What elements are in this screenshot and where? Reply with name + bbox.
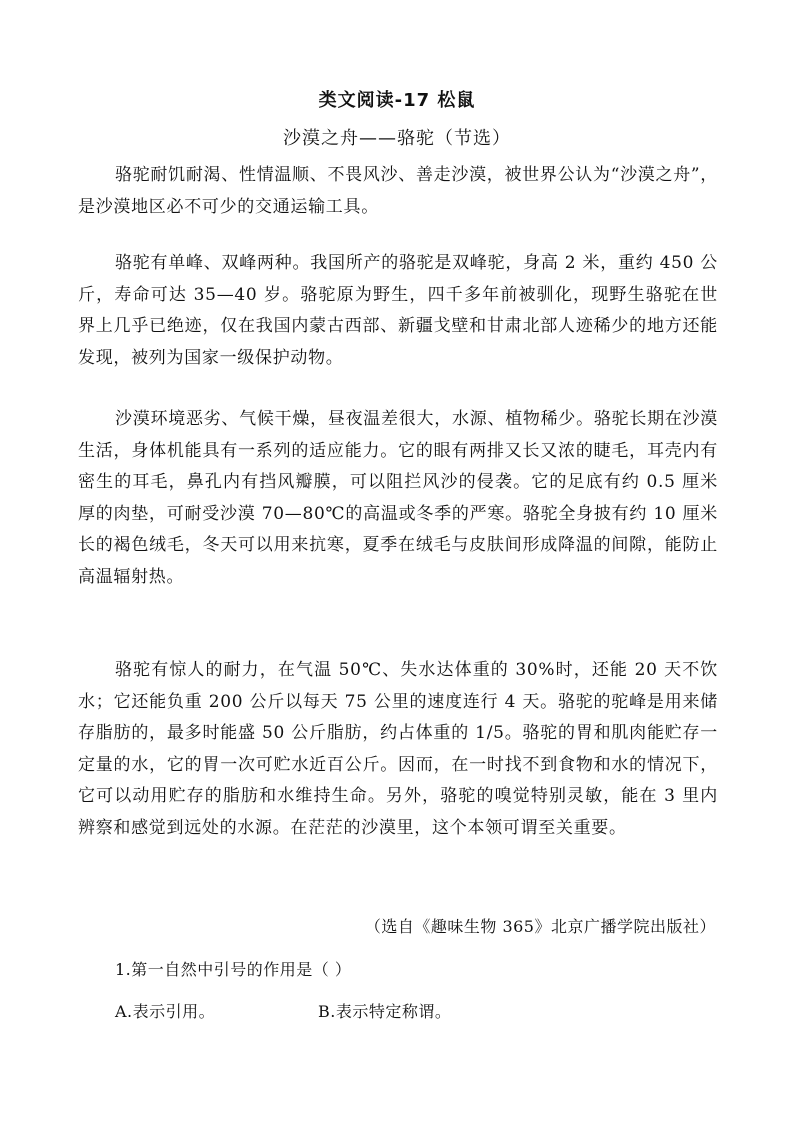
paragraph-1: 骆驼耐饥耐渴、性情温顺、不畏风沙、善走沙漠，被世界公认为“沙漠之舟”，是沙漠地区必不可少的交通运输工具。 (78, 165, 718, 217)
paragraph-4: 骆驼有惊人的耐力，在气温 50℃、失水达体重的 30%时，还能 20 天不饮水；它还能负重 200 公斤以每天 75 公里的速度连行 4 天。骆驼的驼峰是用来储存脂肪的，最多时能盛 50 公斤脂肪，约占体重的 1/5。骆驼的胃和肌肉能贮存一定量的水，它的胃一次可贮水近百公斤。因而，在一时找不到食物和水的情况下，它可以动用贮存的脂肪和水维持生命。另外，骆驼的嗅觉特别灵敏，能在 3 里内辨察和感觉到远处的水源。在茫茫的沙漠里，这个本领可谓至关重要。 (78, 660, 718, 838)
paragraph-2: 骆驼有单峰、双峰两种。我国所产的骆驼是双峰驼，身高 2 米，重约 450 公斤，寿命可达 35—40 岁。骆驼原为野生，四千多年前被驯化，现野生骆驼在世界上几乎已绝迹，仅在我国内蒙古西部、新疆戈壁和甘肃北部人迹稀少的地方还能发现，被列为国家一级保护动物。 (78, 253, 718, 368)
source-citation: （选自《趣味生物 365》北京广播学院出版社） (364, 917, 716, 936)
paragraph-3: 沙漠环境恶劣、气候干燥，昼夜温差很大，水源、植物稀少。骆驼长期在沙漠生活，身体机能具有一系列的适应能力。它的眼有两排又长又浓的睫毛，耳壳内有密生的耳毛，鼻孔内有挡风瓣膜，可以阻拦风沙的侵袭。它的足底有约 0.5 厘米厚的肉垫，可耐受沙漠 70—80℃的高温或冬季的严寒。骆驼全身披有约 10 厘米长的褐色绒毛，冬天可以用来抗寒，夏季在绒毛与皮肤间形成降温的间隙，能防止高温辐射热。 (78, 409, 718, 587)
option-b: B.表示特定称谓。 (318, 1002, 452, 1021)
document-title: 类文阅读-17 松鼠 (318, 90, 476, 111)
question-1: 1.第一自然中引号的作用是（ ） (115, 960, 352, 979)
article-subtitle: 沙漠之舟——骆驼（节选） (283, 128, 511, 149)
option-a: A.表示引用。 (115, 1002, 216, 1021)
